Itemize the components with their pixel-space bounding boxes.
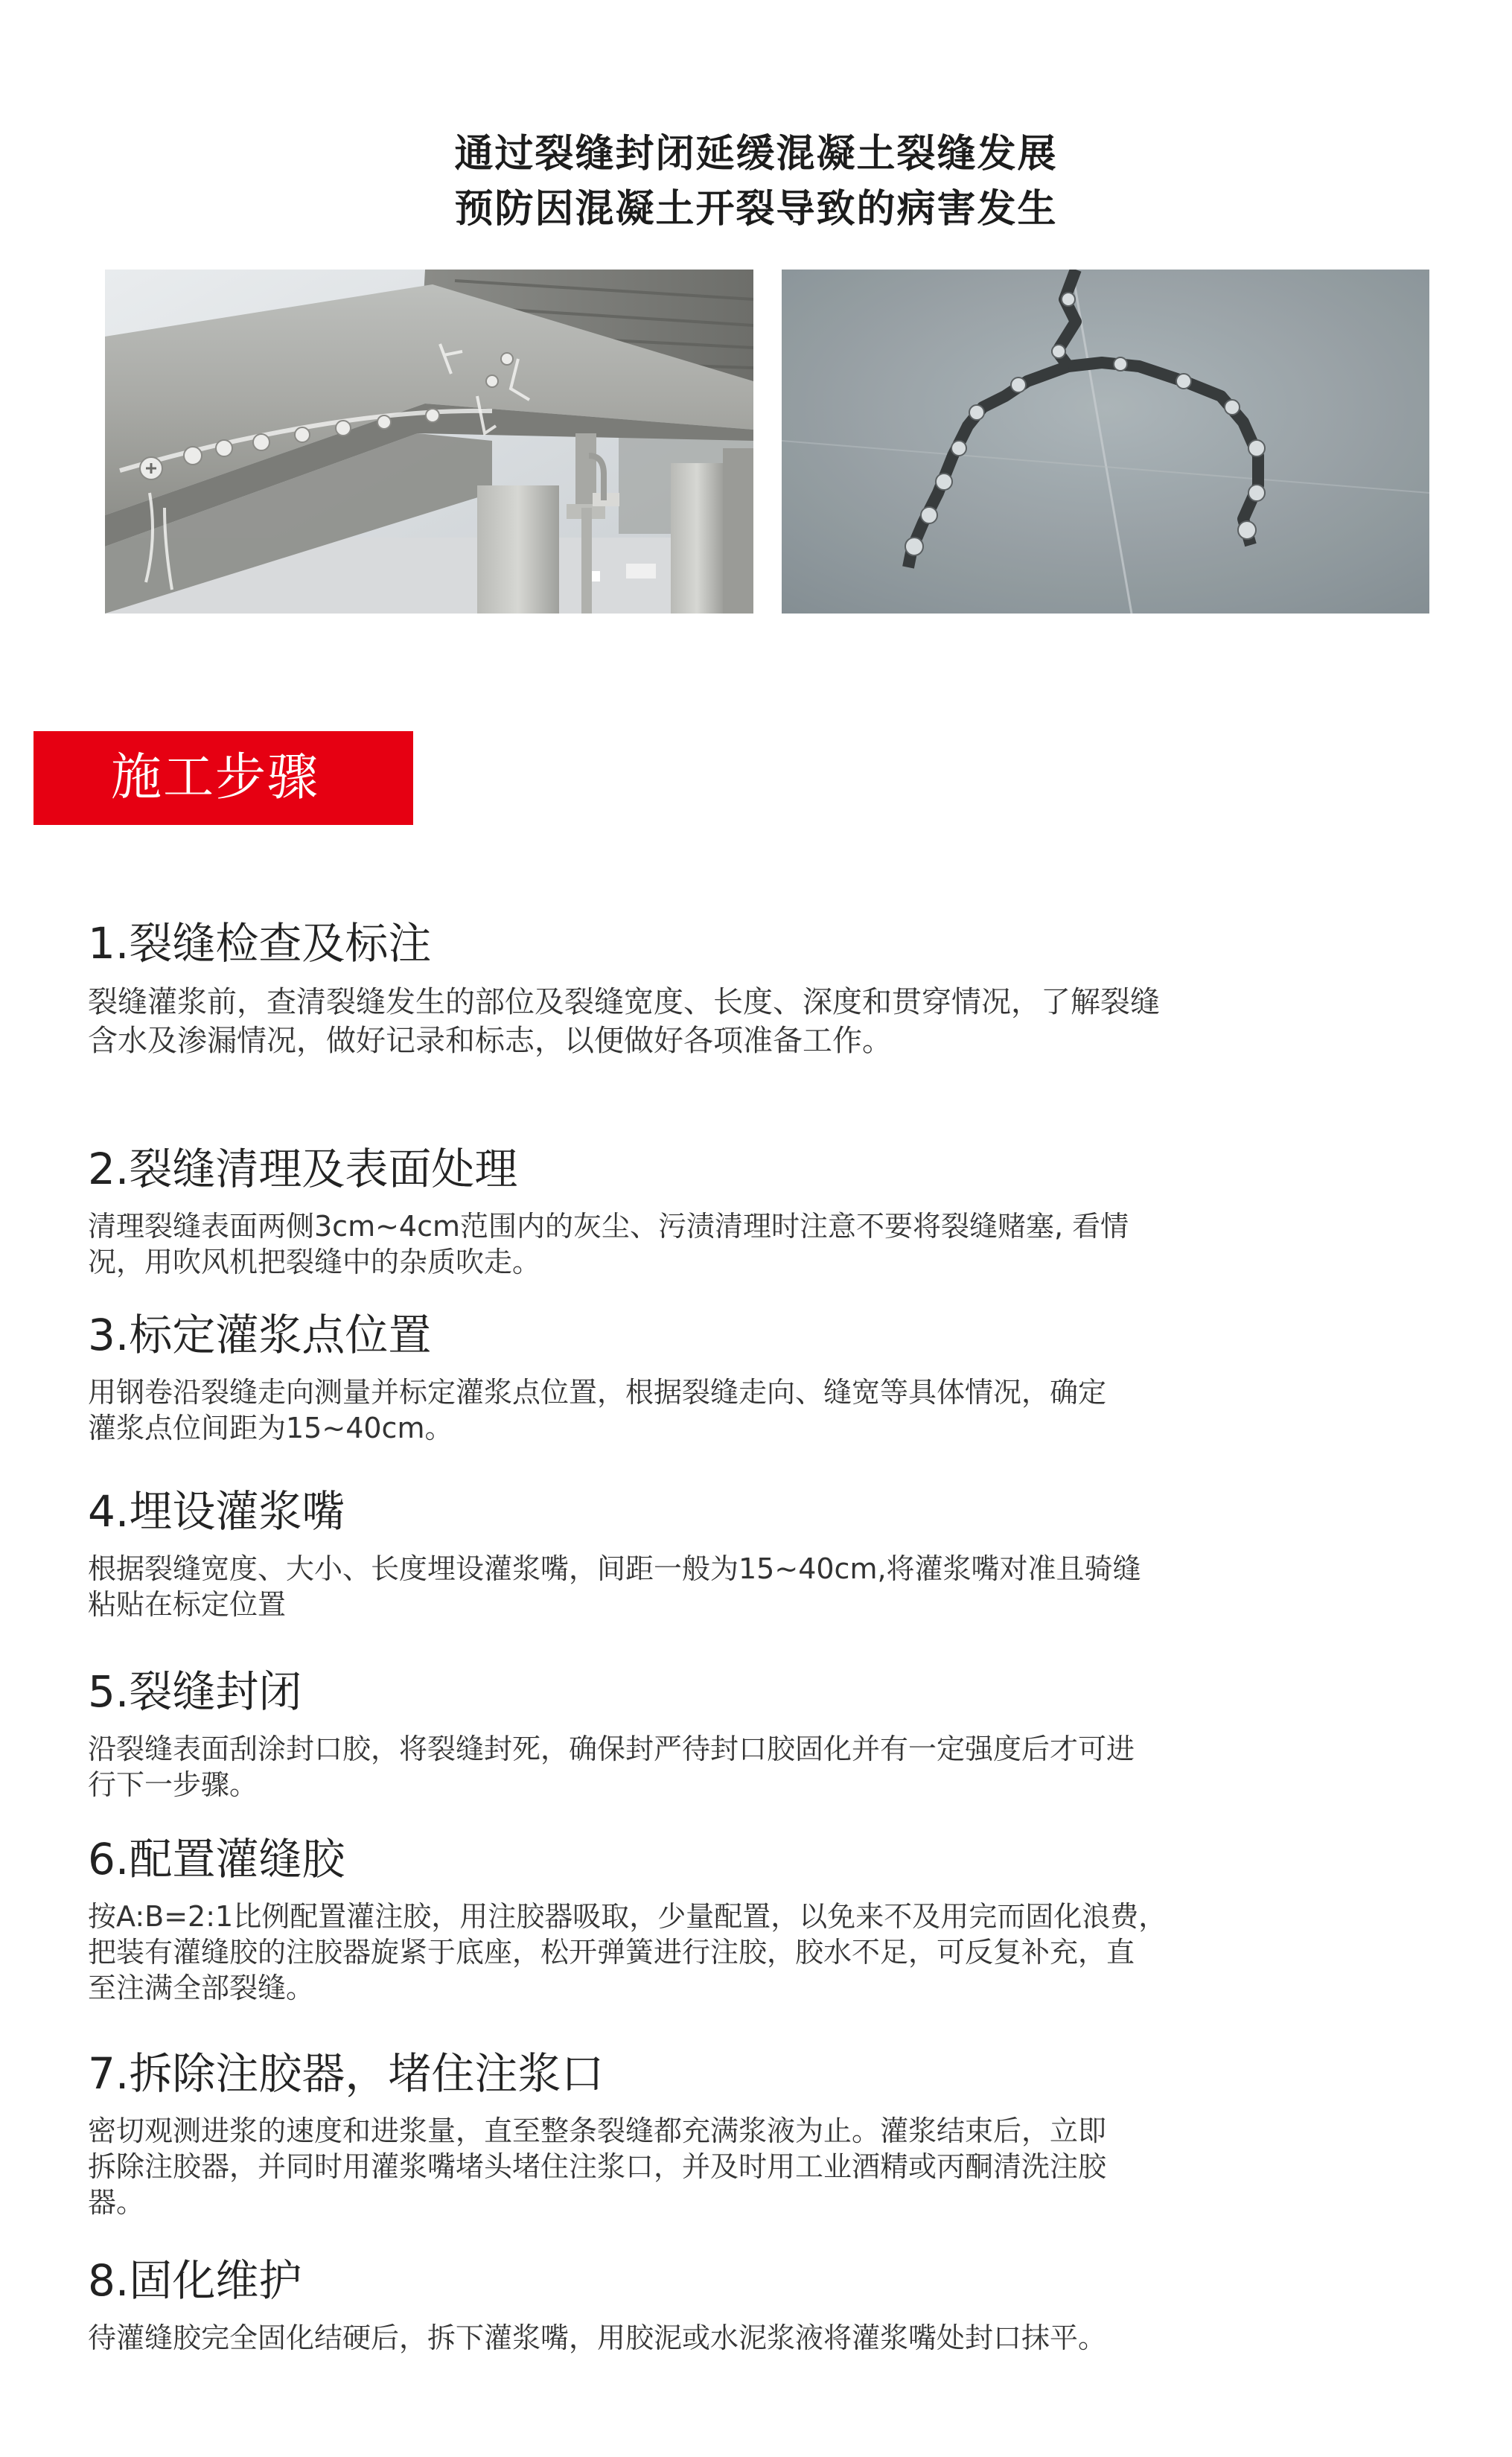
headline-line-1: 通过裂缝封闭延缓混凝土裂缝发展 <box>454 132 1058 176</box>
step-8-line-1: 待灌缝胶完全固化结硬后，拆下灌浆嘴，用胶泥或水泥浆液将灌浆嘴处封口抹平。 <box>88 2321 1107 2354</box>
step-4-line-1: 根据裂缝宽度、大小、长度埋设灌浆嘴，间距一般为15~40cm,将灌浆嘴对准且骑缝 <box>88 1552 1141 1585</box>
step-6-line-1: 按A:B=2:1比例配置灌注胶，用注胶器吸取，少量配置，以免来不及用完而固化浪费， <box>88 1900 1167 1933</box>
floor-crack-image <box>782 270 1429 614</box>
step-8 <box>88 2254 1420 2356</box>
step-7 <box>88 2048 1420 2220</box>
step-6-line-3: 至注满全部裂缝。 <box>88 1972 315 2004</box>
step-2-title: 2.裂缝清理及表面处理 <box>88 1144 518 1194</box>
step-5 <box>88 1666 1420 1803</box>
step-1-line-1: 裂缝灌浆前，查清裂缝发生的部位及裂缝宽度、长度、深度和贯穿情况，了解裂缝 <box>88 985 1160 1019</box>
step-1-line-2: 含水及渗漏情况，做好记录和标志，以便做好各项准备工作。 <box>88 1024 892 1058</box>
step-2 <box>88 1143 1420 1280</box>
step-7-line-3: 器。 <box>88 2186 145 2219</box>
floor-crack-photo <box>782 270 1429 614</box>
step-6-title: 6.配置灌缝胶 <box>88 1834 345 1884</box>
construction-steps-banner: 施工步骤 <box>34 731 413 825</box>
step-3 <box>88 1309 1420 1446</box>
headline-line-2: 预防因混凝土开裂导致的病害发生 <box>454 187 1058 232</box>
step-5-line-2: 行下一步骤。 <box>88 1768 258 1801</box>
step-3-title: 3.标定灌浆点位置 <box>88 1310 432 1360</box>
step-1 <box>88 917 1420 1060</box>
step-5-line-1: 沿裂缝表面刮涂封口胶，将裂缝封死，确保封严待封口胶固化并有一定强度后才可进 <box>88 1733 1135 1765</box>
step-2-line-2: 况，用吹风机把裂缝中的杂质吹走。 <box>88 1246 541 1278</box>
step-6 <box>88 1833 1420 2006</box>
step-4 <box>88 1485 1420 1622</box>
step-7-line-2: 拆除注胶器，并同时用灌浆嘴堵头堵住注浆口，并及时用工业酒精或丙酮清洗注胶 <box>88 2150 1107 2183</box>
step-8-title: 8.固化维护 <box>88 2255 302 2306</box>
bridge-beam-image <box>105 270 753 614</box>
bridge-beam-photo <box>105 270 753 614</box>
step-6-line-2: 把装有灌缝胶的注胶器旋紧于底座，松开弹簧进行注胶，胶水不足，可反复补充，直 <box>88 1936 1135 1969</box>
step-3-line-2: 灌浆点位间距为15~40cm。 <box>88 1412 453 1444</box>
step-5-title: 5.裂缝封闭 <box>88 1666 302 1717</box>
step-7-line-1: 密切观测进浆的速度和进浆量，直至整条裂缝都充满浆液为止。灌浆结束后，立即 <box>88 2115 1107 2147</box>
step-4-line-2: 粘贴在标定位置 <box>88 1588 287 1621</box>
step-4-title: 4.埋设灌浆嘴 <box>88 1486 345 1537</box>
step-7-title: 7.拆除注胶器，堵住注浆口 <box>88 2048 605 2099</box>
step-3-line-1: 用钢卷沿裂缝走向测量并标定灌浆点位置，根据裂缝走向、缝宽等具体情况，确定 <box>88 1376 1107 1409</box>
step-2-line-1: 清理裂缝表面两侧3cm~4cm范围内的灰尘、污渍清理时注意不要将裂缝赌塞, 看情 <box>88 1210 1129 1243</box>
step-1-title: 1.裂缝检查及标注 <box>88 918 432 969</box>
headline <box>0 127 1512 237</box>
